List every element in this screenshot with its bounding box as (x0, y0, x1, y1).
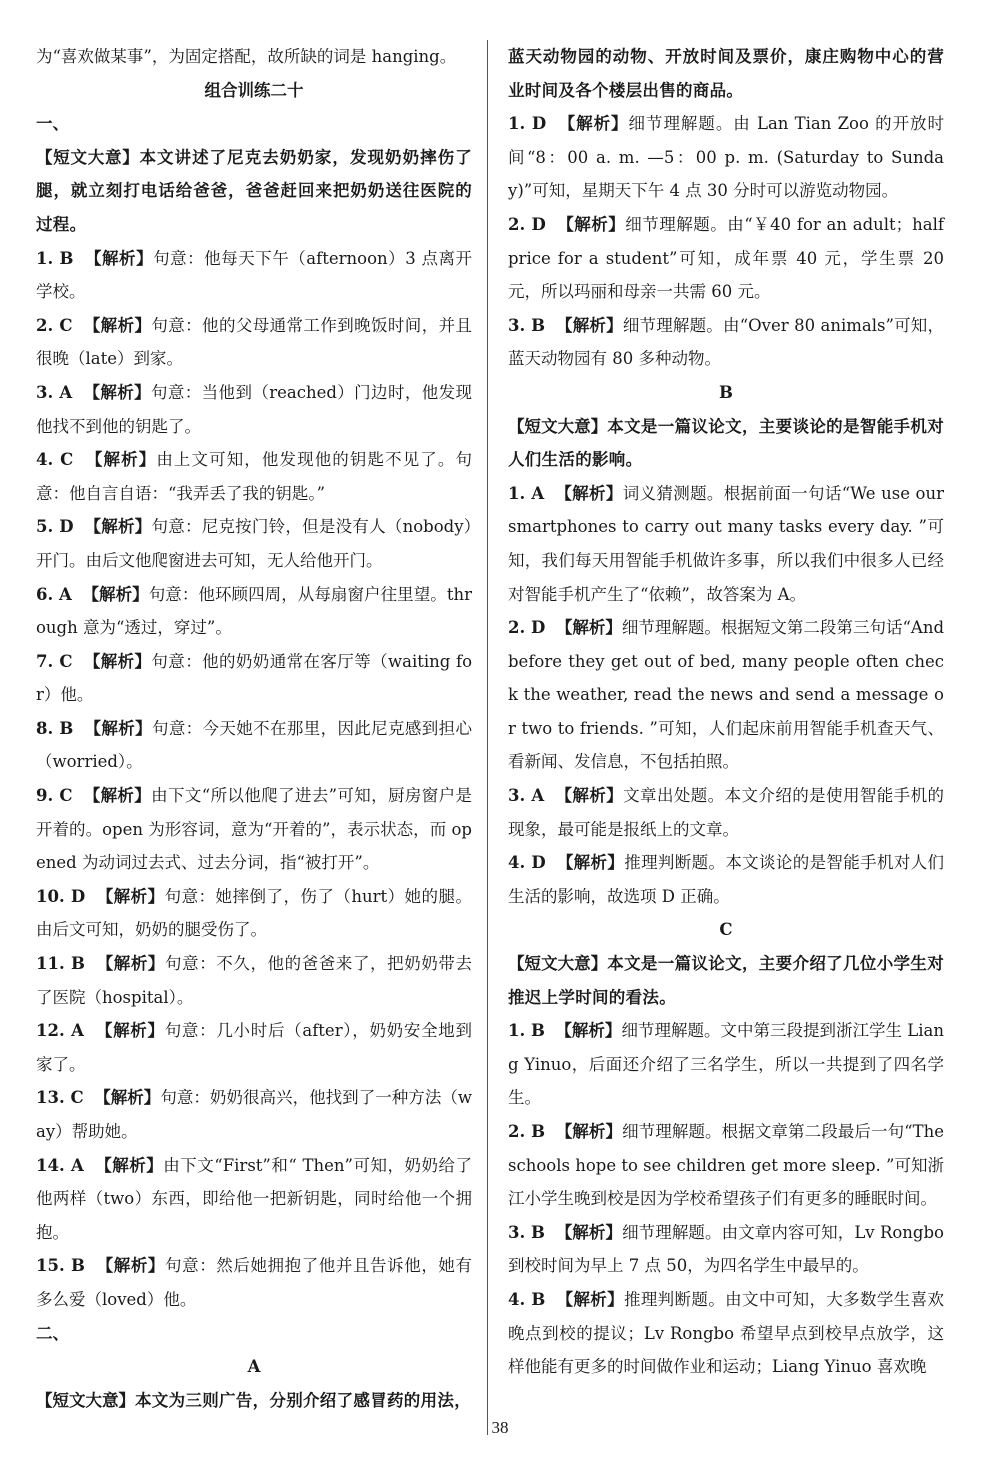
analysis-tag: 【解析】 (555, 786, 624, 806)
answer-text: 句意：几小时后（after），奶奶安全地到家了。 (36, 1021, 472, 1074)
answer-item (508, 1283, 944, 1384)
answer-text: 由上文可知，他发现他的钥匙不见了。句意：他自言自语：“我弄丢了我的钥匙。” (36, 450, 473, 503)
answer-text: 细节理解题。根据文章第二段最后一句“The schools hope to see children get more sleep. ”可知浙江小学生晚到校是因为学校希望孩子们有更多的睡眠时间。 (508, 1122, 944, 1209)
answer-item (36, 1249, 472, 1316)
answer-number: 1. B (36, 248, 74, 268)
right-column (508, 40, 944, 1384)
answer-number: 1. D (508, 114, 547, 134)
answer-item (36, 947, 472, 1014)
answer-item (508, 611, 944, 779)
analysis-tag: 【解析】 (85, 450, 157, 470)
answer-text: 句意：今天她不在那里，因此尼克感到担心（worried）。 (36, 718, 472, 772)
summary-paragraph (36, 141, 472, 242)
answer-text: 词义猜测题。根据前面一句话“We use our smartphones to carry out many tasks every day. ”可知，我们每天用智能手机做许多事，所以我们中很多人已经对智能手机产生了“依赖”，故答案为 A。 (508, 483, 944, 604)
answer-number: 1. A (508, 483, 545, 503)
answer-item (508, 107, 944, 208)
answer-text: 由下文“First”和“ Then”可知，奶奶给了他两样（two）东西，即给他一把新钥匙，同时给他一个拥抱。 (36, 1155, 472, 1242)
answer-number: 3. A (508, 786, 545, 806)
answer-number: 7. C (36, 651, 73, 671)
summary-continuation: 蓝天动物园的动物、开放时间及票价，康庄购物中心的营业时间及各个楼层出售的商品。 (508, 47, 944, 100)
answer-text: 推理判断题。由文中可知，大多数学生喜欢晚点到校的提议；Lv Rongbo 希望早点到校早点放学，这样他能有更多的时间做作业和运动；Liang Yinuo 喜欢晚 (508, 1289, 944, 1377)
answer-number: 3. B (508, 1222, 546, 1242)
answer-number: 6. A (36, 584, 72, 604)
analysis-tag: 【解析】 (556, 853, 625, 873)
analysis-tag: 【解析】 (96, 886, 165, 906)
column-divider (487, 40, 488, 1435)
continuation-text: 为“喜欢做某事”，为固定搭配，故所缺的词是 hanging。 (36, 47, 457, 66)
answer-number: 4. D (508, 853, 546, 873)
passage-b-heading: B (719, 382, 733, 402)
answer-item (508, 477, 944, 611)
analysis-tag: 【解析】 (83, 786, 152, 806)
answer-item (36, 1149, 472, 1250)
answer-text: 细节理解题。根据短文第二段第三句话“And before they get out of bed, many people often check the weather, read the news and send a message or two to friends. ”可知，人们起床前用智能手机查天气、看新闻、发信息，不包括拍照。 (508, 618, 945, 772)
part-one-label: 一、 (36, 114, 69, 134)
answer-item (36, 1014, 472, 1081)
summary-label: 【短文大意】 (508, 416, 608, 436)
answer-text: 细节理解题。由“￥40 for an adult；half price for a student”可知，成年票 40 元，学生票 20 元，所以玛丽和母亲一共需 60 元。 (508, 214, 945, 302)
analysis-tag: 【解析】 (85, 248, 154, 268)
answer-text: 句意：他环顾四周，从每扇窗户往里望。through 意为“透过，穿过”。 (36, 584, 472, 638)
answer-text: 句意：不久，他的爸爸来了，把奶奶带去了医院（hospital）。 (36, 954, 472, 1007)
answer-text: 细节理解题。文中第三段提到浙江学生 Liang Yinuo，后面还介绍了三名学生，所以一共提到了四名学生。 (508, 1021, 944, 1108)
answer-number: 2. B (508, 1122, 546, 1141)
answer-text: 句意：尼克按门铃，但是没有人（nobody）开门。由后文他爬窗进去可知，无人给他开门。 (36, 517, 473, 570)
answer-item (36, 578, 472, 645)
summary-text: 本文是一篇议论文，主要谈论的是智能手机对人们生活的影响。 (508, 416, 945, 470)
analysis-tag: 【解析】 (555, 1122, 623, 1141)
answer-item (508, 846, 944, 913)
section-heading: 组合训练二十 (204, 80, 304, 100)
answer-number: 2. D (508, 214, 546, 234)
answer-text: 句意：然后她拥抱了他并且告诉他，她有多么爱（loved）他。 (36, 1256, 472, 1309)
passage-c-heading: C (719, 920, 733, 940)
answer-item (36, 880, 472, 947)
answer-number: 13. C (36, 1088, 84, 1108)
answer-item (508, 1216, 944, 1283)
analysis-tag: 【解析】 (556, 1289, 624, 1309)
analysis-tag: 【解析】 (95, 1155, 164, 1175)
answer-text: 推理判断题。本文谈论的是智能手机对人们生活的影响，故选项 D 正确。 (508, 853, 945, 906)
answer-number: 4. B (508, 1289, 546, 1309)
answer-item (36, 309, 472, 376)
page-number: 38 (491, 1418, 509, 1437)
analysis-tag: 【解析】 (555, 1222, 623, 1242)
answer-text: 细节理解题。由“Over 80 animals”可知，蓝天动物园有 80 多种动物。 (508, 315, 945, 369)
answer-text: 句意：奶奶很高兴，他找到了一种方法（way）帮助她。 (36, 1088, 472, 1141)
analysis-tag: 【解析】 (96, 954, 166, 974)
answer-text: 句意：当他到（reached）门边时，他发现他找不到他的钥匙了。 (36, 382, 473, 436)
answer-number: 9. C (36, 786, 73, 806)
answer-number: 2. D (508, 618, 546, 638)
answer-item (36, 443, 472, 510)
answer-item (36, 712, 472, 779)
answer-item (508, 1115, 944, 1216)
answer-number: 10. D (36, 886, 86, 906)
answer-number: 5. D (36, 517, 74, 537)
summary-label: 【短文大意】 (508, 954, 608, 974)
analysis-tag: 【解析】 (557, 214, 626, 234)
analysis-tag: 【解析】 (555, 483, 623, 503)
answer-text: 句意：他每天下午（afternoon）3 点离开学校。 (36, 248, 473, 302)
analysis-tag: 【解析】 (555, 1021, 622, 1041)
part-two-label: 二、 (36, 1323, 69, 1343)
summary-label: 【短文大意】 (36, 1390, 135, 1410)
answer-number: 3. B (508, 315, 546, 335)
analysis-tag: 【解析】 (555, 618, 622, 638)
answer-text: 细节理解题。由 Lan Tian Zoo 的开放时间“8：00 a. m. —5：00 p. m. (Saturday to Sunday)”可知，星期天下午 4 点 30 分时可以游览动物园。 (508, 114, 944, 201)
answer-text: 细节理解题。由文章内容可知，Lv Rongbo 到校时间为早上 7 点 50，为四名学生中最早的。 (508, 1222, 944, 1276)
answer-number: 14. A (36, 1155, 84, 1175)
passage-a-heading: A (247, 1357, 261, 1377)
answer-item (36, 376, 472, 443)
summary-text: 本文为三则广告，分别介绍了感冒药的用法， (135, 1390, 471, 1410)
answer-item (508, 1014, 944, 1115)
analysis-tag: 【解析】 (82, 584, 149, 604)
answer-number: 3. A (36, 382, 73, 402)
analysis-tag: 【解析】 (556, 315, 623, 335)
answer-number: 2. C (36, 315, 73, 335)
answer-item (36, 510, 472, 577)
answer-text: 句意：他的父母通常工作到晚饭时间，并且很晚（late）到家。 (36, 315, 472, 369)
summary-paragraph-c (508, 947, 944, 1014)
summary-label: 【短文大意】 (36, 147, 140, 167)
answer-text: 由下文“所以他爬了进去”可知，厨房窗户是开着的。open 为形容词，意为“开着的”，表示状态，而 opened 为动词过去式、过去分词，指“被打开”。 (36, 786, 472, 873)
answer-item (508, 208, 944, 309)
analysis-tag: 【解析】 (558, 114, 629, 134)
answer-number: 11. B (36, 954, 85, 974)
analysis-tag: 【解析】 (83, 382, 151, 402)
answer-number: 1. B (508, 1021, 545, 1041)
summary-text: 本文是一篇议论文，主要介绍了几位小学生对推迟上学时间的看法。 (508, 954, 945, 1007)
answer-item (36, 242, 472, 309)
answer-text: 句意：她摔倒了，伤了（hurt）她的腿。由后文可知，奶奶的腿受伤了。 (36, 886, 473, 940)
summary-paragraph-b (508, 410, 944, 477)
analysis-tag: 【解析】 (94, 1088, 161, 1108)
analysis-tag: 【解析】 (84, 517, 152, 537)
analysis-tag: 【解析】 (96, 1256, 166, 1276)
answer-item (36, 645, 472, 712)
analysis-tag: 【解析】 (83, 315, 152, 335)
analysis-tag: 【解析】 (83, 651, 152, 671)
answer-item (36, 779, 472, 880)
summary-text: 本文讲述了尼克去奶奶家，发现奶奶摔伤了腿，就立刻打电话给爸爸，爸爸赶回来把奶奶送往医院的过程。 (36, 147, 473, 234)
answer-number: 15. B (36, 1256, 85, 1276)
analysis-tag: 【解析】 (84, 718, 152, 738)
answer-item (508, 309, 944, 376)
answer-item (36, 1081, 472, 1148)
summary-paragraph-a (36, 1384, 472, 1418)
answer-number: 12. A (36, 1021, 84, 1041)
answer-number: 4. C (36, 450, 74, 470)
answer-item (508, 779, 944, 846)
answer-number: 8. B (36, 718, 74, 738)
answer-text: 句意：他的奶奶通常在客厅等（waiting for）他。 (36, 651, 473, 705)
left-column (36, 40, 472, 1417)
analysis-tag: 【解析】 (95, 1021, 165, 1041)
answer-text: 文章出处题。本文介绍的是使用智能手机的现象，最可能是报纸上的文章。 (508, 786, 944, 839)
